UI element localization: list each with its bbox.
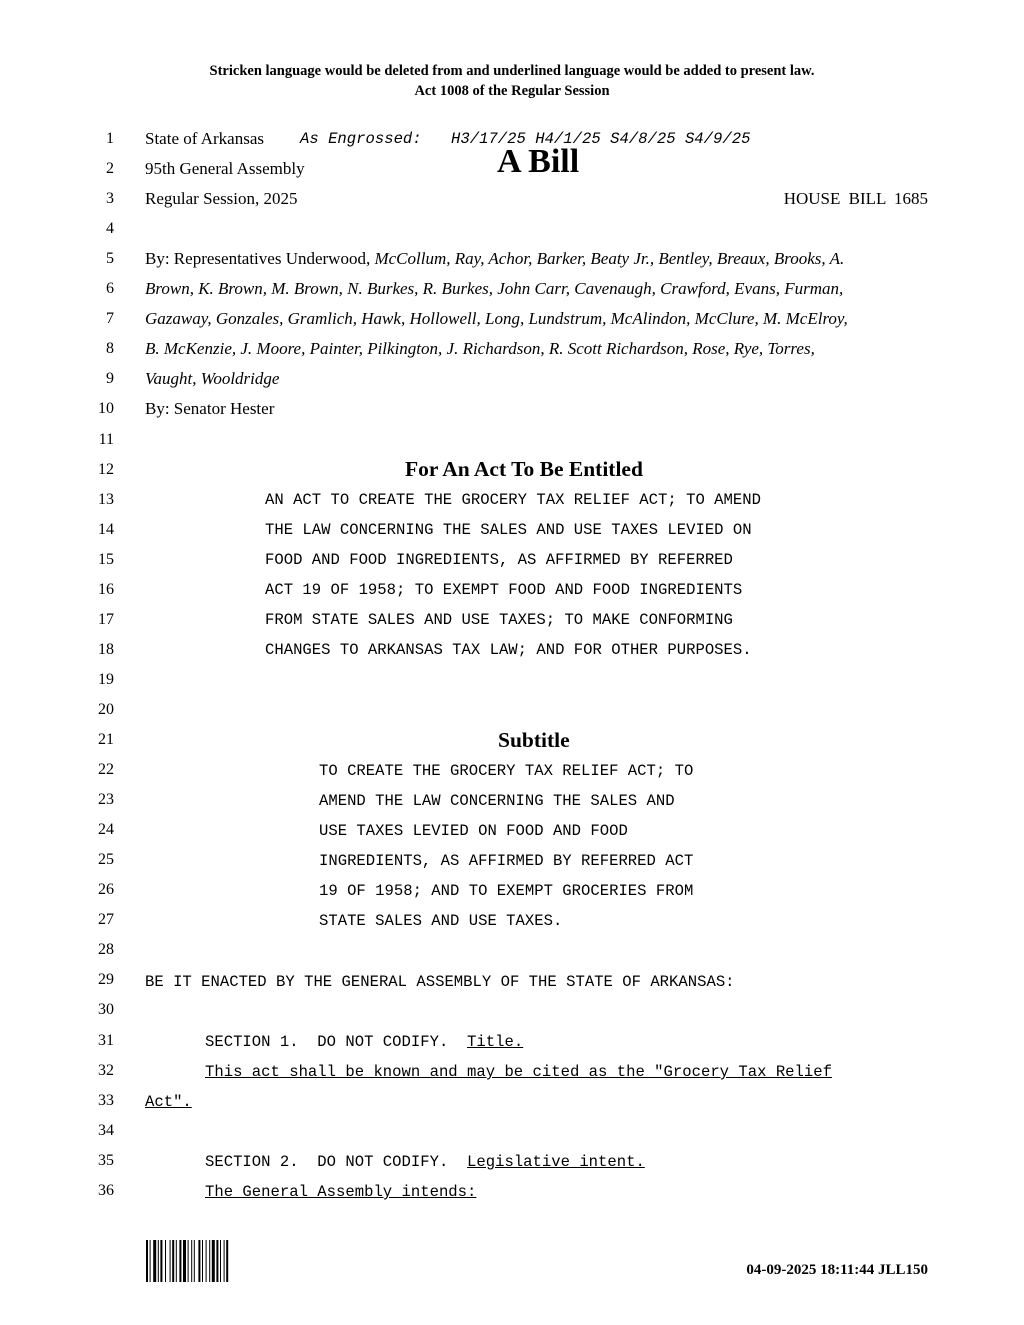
- line-number: 18: [98, 640, 114, 658]
- row-9: [0, 364, 1024, 394]
- line-number: 1: [106, 130, 114, 147]
- line-number: 3: [106, 190, 114, 208]
- row-36: [0, 1177, 1024, 1207]
- line-number: 13: [98, 490, 114, 508]
- line-number: 8: [106, 340, 114, 358]
- section-2-heading: [205, 1147, 645, 1177]
- section-1-text-2: Act".: [145, 1093, 192, 1111]
- line-number: 12: [98, 460, 114, 478]
- title-line: ACT 19 OF 1958; TO EXEMPT FOOD AND FOOD INGREDIENTS: [265, 581, 743, 600]
- title-line: THE LAW CONCERNING THE SALES AND USE TAXES LEVIED ON: [265, 521, 752, 540]
- row-21: [0, 725, 1024, 755]
- sponsor-line-8: B. McKenzie, J. Moore, Painter, Pilkington, J. Richardson, R. Scott Richardson, Rose, Rye, Torres,: [145, 339, 815, 358]
- row-6: [0, 274, 1024, 304]
- line-number: 19: [98, 670, 114, 688]
- enacting-clause: BE IT ENACTED BY THE GENERAL ASSEMBLY OF THE STATE OF ARKANSAS:: [145, 973, 735, 991]
- line-number: 15: [98, 550, 114, 568]
- line-number: 9: [106, 370, 114, 388]
- row-10: [0, 394, 1024, 424]
- section-1-title: Title.: [467, 1033, 524, 1051]
- line-number: 33: [98, 1091, 114, 1109]
- line-number: 11: [98, 430, 114, 448]
- section-2-lead: SECTION 2. DO NOT CODIFY.: [205, 1153, 468, 1171]
- subtitle-line: TO CREATE THE GROCERY TAX RELIEF ACT; TO: [319, 762, 694, 780]
- subtitle-line: AMEND THE LAW CONCERNING THE SALES AND: [319, 792, 675, 811]
- line-number: 2: [106, 160, 114, 178]
- line-number: 28: [98, 941, 114, 959]
- document-stamp: 04-09-2025 18:11:44 JLL150: [746, 1262, 928, 1278]
- sponsor-prefix: By: Representatives Underwood,: [145, 249, 375, 268]
- general-assembly: 95th General Assembly: [145, 159, 305, 178]
- row-3: [0, 184, 1024, 214]
- line-number: 14: [98, 520, 114, 538]
- line-number: 25: [98, 851, 114, 869]
- senate-sponsor: By: Senator Hester: [145, 399, 275, 418]
- line-number: 7: [106, 310, 114, 328]
- line-number: 22: [98, 761, 114, 779]
- doc-type-heading: A Bill: [497, 143, 580, 180]
- strike-notice: Stricken language would be deleted from and underlined language would be added to present law.: [209, 63, 815, 79]
- line-number: 29: [98, 971, 114, 989]
- row-32: [0, 1057, 1024, 1087]
- section-1-lead: SECTION 1. DO NOT CODIFY.: [205, 1033, 468, 1051]
- sponsor-line-5: [145, 244, 844, 274]
- subtitle-line: INGREDIENTS, AS AFFIRMED BY REFERRED ACT: [319, 852, 694, 871]
- row-8: [0, 334, 1024, 364]
- line-number: 21: [98, 731, 114, 748]
- line-number: 23: [98, 791, 114, 809]
- subtitle-line: 19 OF 1958; AND TO EXEMPT GROCERIES FROM: [319, 882, 694, 901]
- line-number: 26: [98, 881, 114, 899]
- line-number: 36: [98, 1181, 114, 1199]
- row-31: [0, 1027, 1024, 1057]
- subtitle-line: STATE SALES AND USE TAXES.: [319, 912, 563, 931]
- barcode-image: [146, 1240, 274, 1282]
- line-number: 32: [98, 1061, 114, 1079]
- row-7: [0, 304, 1024, 334]
- line-number: 24: [98, 821, 114, 839]
- row-35: [0, 1147, 1024, 1177]
- sponsor-line-6: Brown, K. Brown, M. Brown, N. Burkes, R. Burkes, John Carr, Cavenaugh, Crawford, Evans, Furman,: [145, 279, 844, 298]
- row-12: [0, 454, 1024, 484]
- line-number: 34: [98, 1121, 114, 1139]
- row-29: [0, 967, 1024, 997]
- sponsor-line-9: Vaught, Wooldridge: [145, 369, 280, 388]
- row-33: [0, 1087, 1024, 1117]
- title-line: FOOD AND FOOD INGREDIENTS, AS AFFIRMED BY REFERRED: [265, 551, 733, 570]
- title-line: CHANGES TO ARKANSAS TAX LAW; AND FOR OTHER PURPOSES.: [265, 641, 752, 660]
- subtitle-line: USE TAXES LEVIED ON FOOD AND FOOD: [319, 822, 628, 841]
- line-number: 35: [98, 1151, 114, 1169]
- line-number: 4: [106, 220, 114, 238]
- section-2-text-1: The General Assembly intends:: [205, 1183, 477, 1201]
- section-2-title: Legislative intent.: [467, 1153, 645, 1171]
- sponsor-line-7: Gazaway, Gonzales, Gramlich, Hawk, Hollowell, Long, Lundstrum, McAlindon, McClure, M. McElroy,: [145, 309, 848, 328]
- page-header: [0, 61, 1024, 101]
- subtitle-heading: Subtitle: [498, 728, 570, 752]
- section-1-heading: [205, 1027, 523, 1057]
- line-number: 5: [106, 250, 114, 268]
- line-number: 6: [106, 280, 114, 298]
- line-number: 10: [98, 400, 114, 418]
- row-5: [0, 244, 1024, 274]
- sponsor-names: McCollum, Ray, Achor, Barker, Beaty Jr., Bentley, Breaux, Brooks, A.: [374, 249, 845, 268]
- session: Regular Session, 2025: [145, 189, 298, 208]
- section-1-text-1: This act shall be known and may be cited as the "Grocery Tax Relief: [205, 1063, 832, 1081]
- line-number: 17: [98, 610, 114, 628]
- line-number: 16: [98, 580, 114, 598]
- title-heading: For An Act To Be Entitled: [405, 457, 643, 481]
- line-number: 20: [98, 700, 114, 718]
- line-number: 27: [98, 911, 114, 929]
- line-number: 30: [98, 1001, 114, 1019]
- act-line: Act 1008 of the Regular Session: [414, 83, 610, 99]
- engrossed-dates: H3/17/25 H4/1/25 S4/8/25 S4/9/25: [451, 130, 751, 148]
- state-name: State of Arkansas: [145, 129, 264, 148]
- title-line: AN ACT TO CREATE THE GROCERY TAX RELIEF ACT; TO AMEND: [265, 491, 761, 509]
- title-line: FROM STATE SALES AND USE TAXES; TO MAKE CONFORMING: [265, 611, 733, 630]
- line-number: 31: [98, 1031, 114, 1049]
- engrossed-label: As Engrossed:: [300, 130, 422, 148]
- bill-number: HOUSE BILL 1685: [783, 189, 928, 208]
